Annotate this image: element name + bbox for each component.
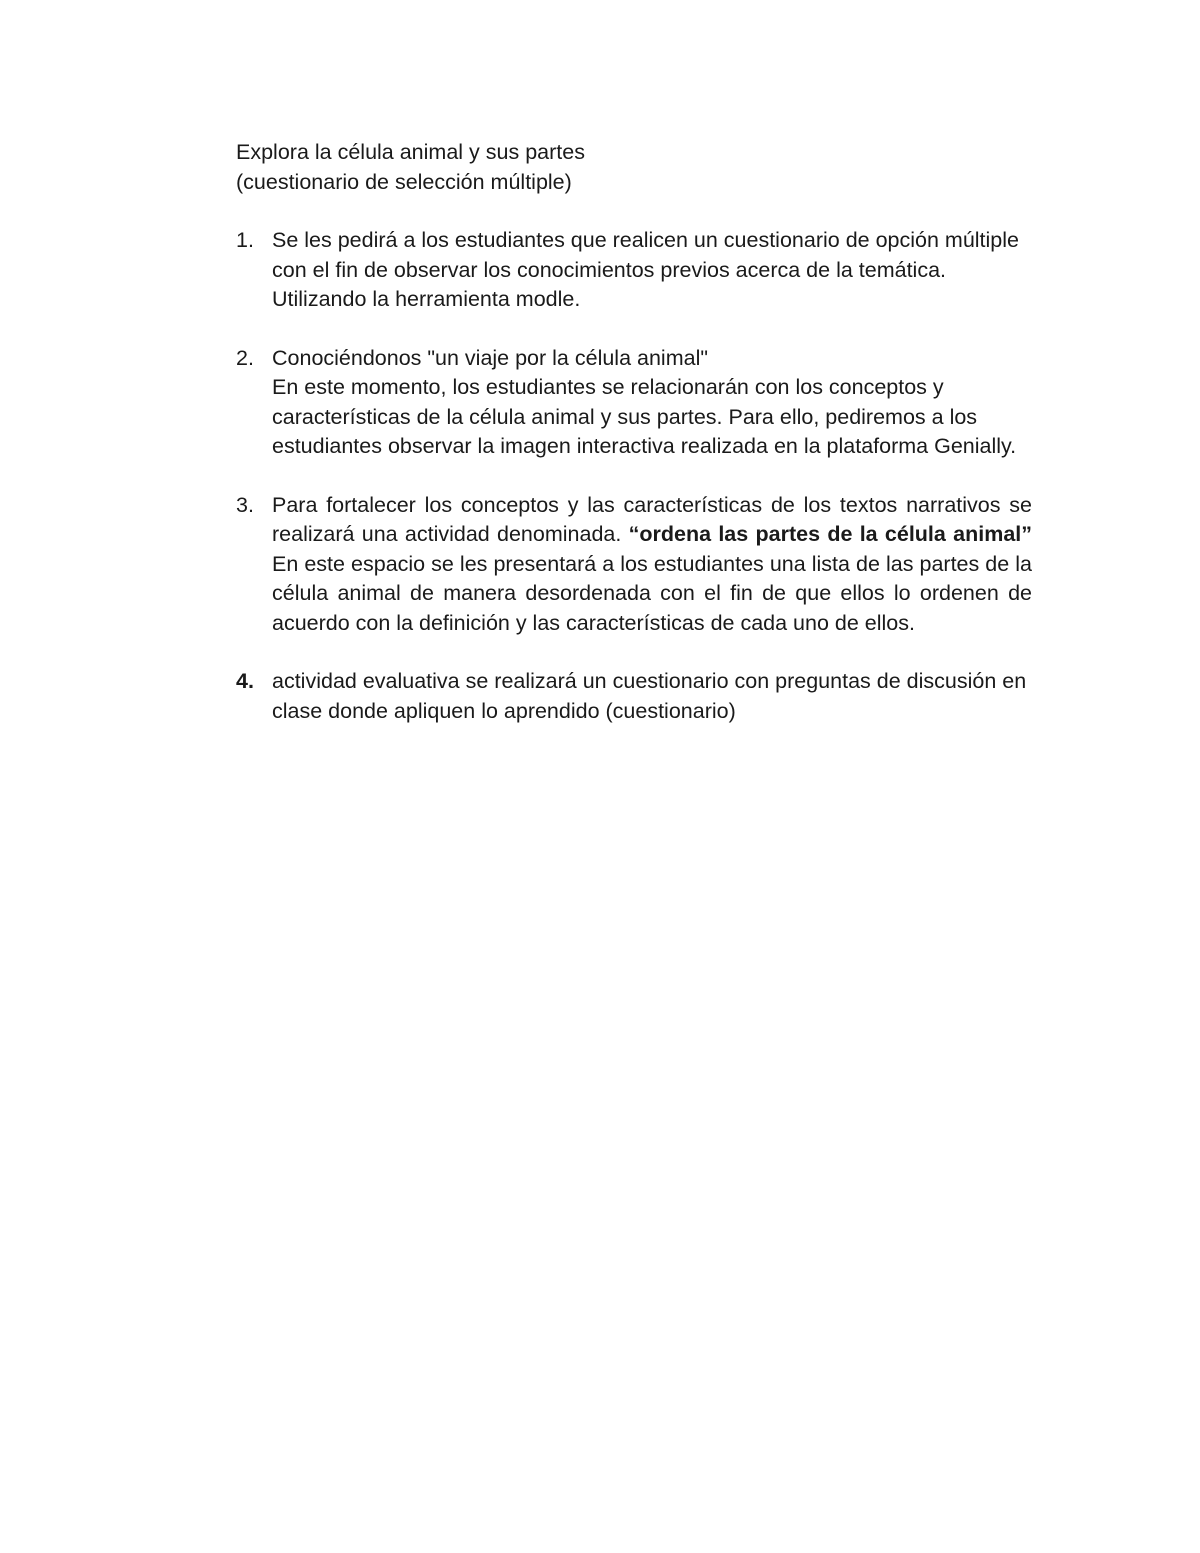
item-text: Se les pedirá a los estudiantes que realicen un cuestionario de opción múltiple con el fin de observar los conocimientos previos acerca de la temática. Utilizando la herramienta modle. xyxy=(272,228,1019,311)
document-title: Explora la célula animal y sus partes xyxy=(236,140,585,164)
document-body xyxy=(236,138,1032,755)
item-number: 1. xyxy=(236,228,254,252)
item-text-after: En este espacio se les presentará a los estudiantes una lista de las partes de la célula animal de manera desordenada con el fin de que ellos lo ordenen de acuerdo con la definición y las características de cada uno de ellos. xyxy=(272,551,1032,635)
item-text: actividad evaluativa se realizará un cuestionario con preguntas de discusión en clase donde apliquen lo aprendido (cuestionario) xyxy=(272,669,1027,723)
item-text: En este momento, los estudiantes se relacionarán con los conceptos y características de la célula animal y sus partes. Para ello, pediremos a los estudiantes observar la imagen interactiva realizada en la plataforma Genially. xyxy=(272,375,1017,458)
item-emphasis: “ordena las partes de la célula animal” xyxy=(628,522,1032,546)
item-number: 2. xyxy=(236,345,254,370)
activity-list xyxy=(236,226,1032,726)
list-item-4 xyxy=(236,667,1032,726)
item-heading: Conociéndonos "un viaje por la célula animal" xyxy=(272,345,708,370)
item-paragraph xyxy=(272,491,1032,639)
item-number: 3. xyxy=(236,492,254,517)
document-subtitle: (cuestionario de selección múltiple) xyxy=(236,169,572,194)
list-item-3 xyxy=(236,491,1032,639)
item-text-before: Para fortalecer los conceptos y las características de los textos narrativos se realizará una actividad denominada. xyxy=(272,492,1032,546)
list-item-2 xyxy=(236,344,1032,462)
item-number: 4. xyxy=(236,669,254,693)
list-item-1 xyxy=(236,226,1032,315)
